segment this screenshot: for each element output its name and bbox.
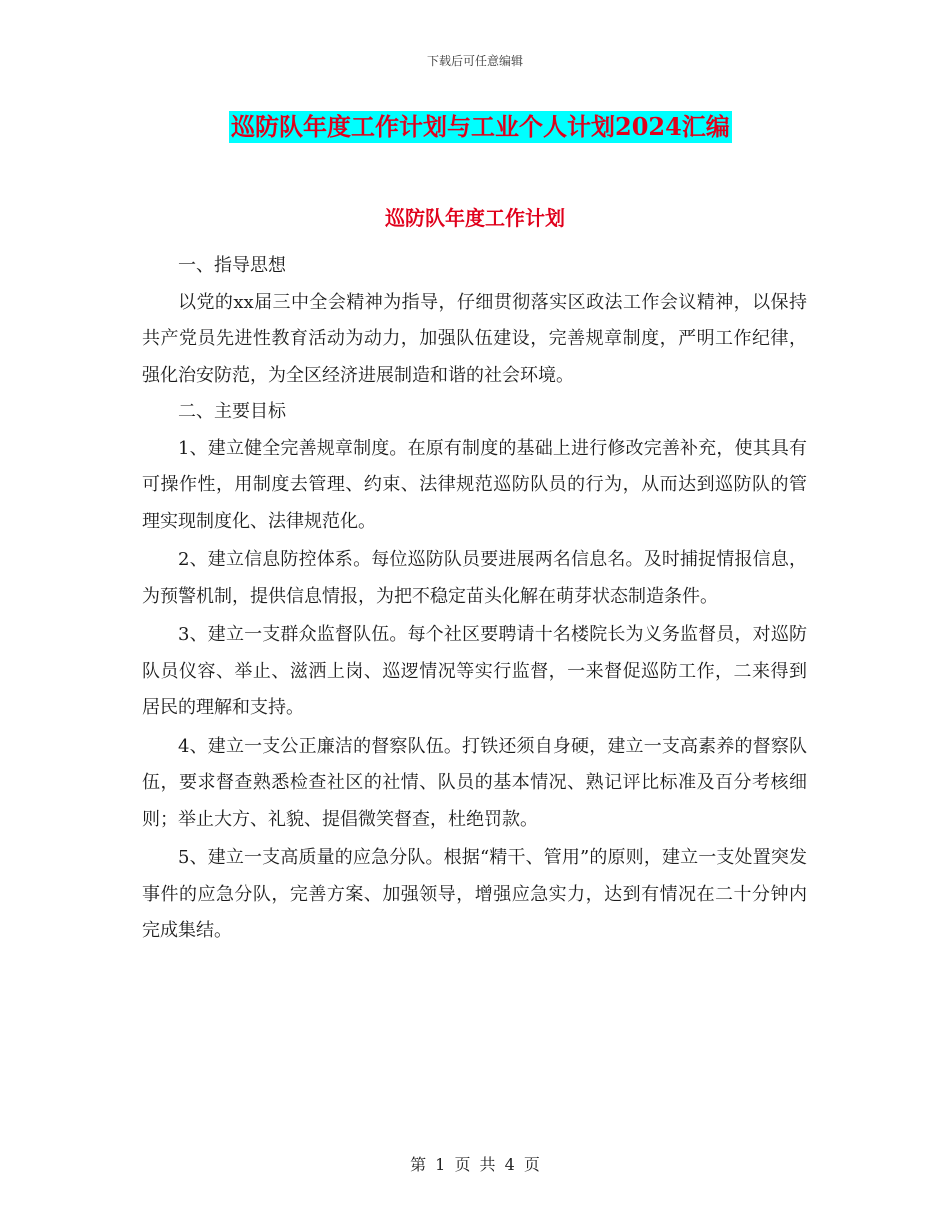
header-note: 下载后可任意编辑	[426, 54, 523, 68]
document-title: 巡防队年度工作计划与工业个人计划2024汇编	[231, 112, 730, 141]
heading-guiding-ideology: 一、指导思想	[178, 255, 286, 276]
paragraph-goal-5: 5、建立一支高质量的应急分队。根据“精干、管用”的原则，建立一支处置突发事件的应急分队，完善方案、加强领导，增强应急实力，达到有情况在二十分钟内完成集结。	[142, 847, 807, 941]
paragraph-goal-4: 4、建立一支公正廉洁的督察队伍。打铁还须自身硬，建立一支高素养的督察队伍，要求督查熟悉检查社区的社情、队员的基本情况、熟记评比标准及百分考核细则；举止大方、礼貌、提倡微笑督查，杜绝罚款。	[142, 735, 807, 830]
section-title: 巡防队年度工作计划	[385, 206, 565, 230]
paragraph-goal-3: 3、建立一支群众监督队伍。每个社区要聘请十名楼院长为义务监督员，对巡防队员仪容、举止、滋洒上岗、巡逻情况等实行监督，一来督促巡防工作，二来得到居民的理解和支持。	[142, 624, 807, 718]
paragraph-goal-2: 2、建立信息防控体系。每位巡防队员要进展两名信息名。及时捕捉情报信息，为预警机制，提供信息情报，为把不稳定苗头化解在萌芽状态制造条件。	[142, 549, 807, 607]
page-number-footer: 第 1 页 共 4 页	[410, 1155, 540, 1174]
document-body	[142, 248, 807, 950]
heading-main-goals: 二、主要目标	[178, 401, 286, 422]
paragraph-guiding-ideology: 以党的xx届三中全会精神为指导，仔细贯彻落实区政法工作会议精神，以保持共产党员先进性教育活动为动力，加强队伍建设，完善规章制度，严明工作纪律，强化治安防范，为全区经济进展制造和谐的社会环境。	[142, 291, 807, 386]
paragraph-goal-1: 1、建立健全完善规章制度。在原有制度的基础上进行修改完善补充，使其具有可操作性，用制度去管理、约束、法律规范巡防队员的行为，从而达到巡防队的管理实现制度化、法律规范化。	[142, 437, 807, 532]
